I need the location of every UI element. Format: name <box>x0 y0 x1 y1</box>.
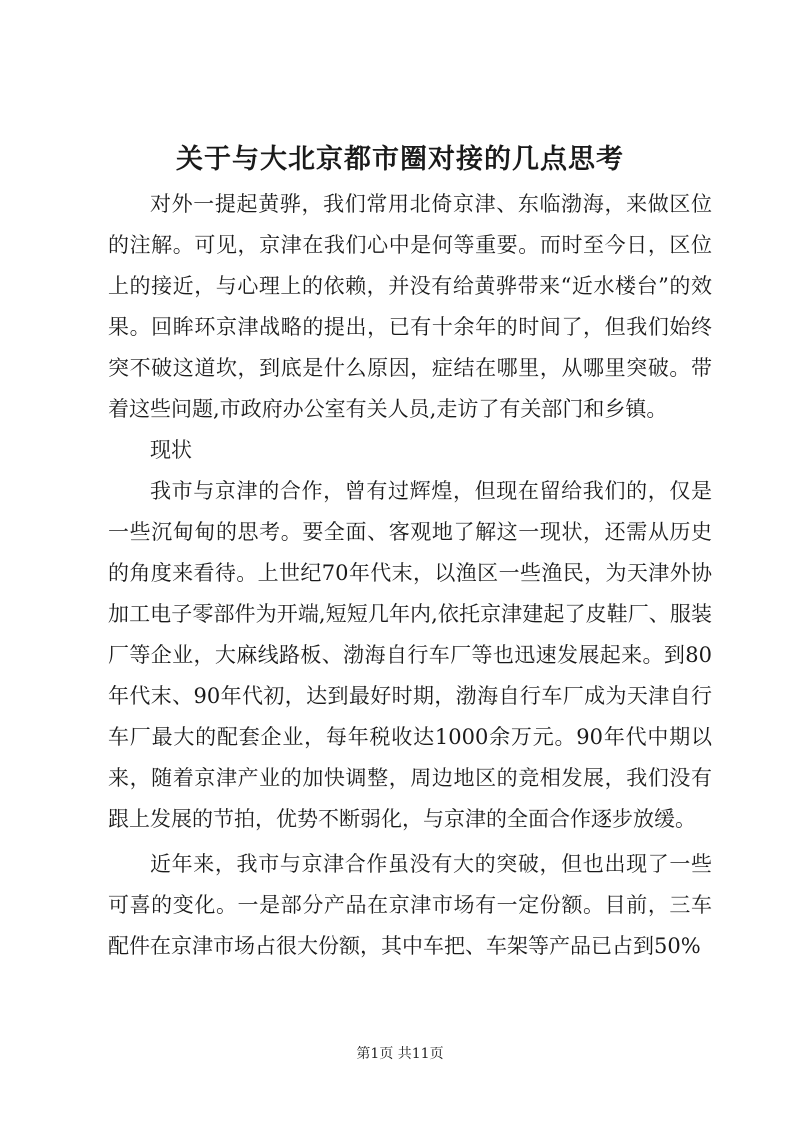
section-heading-status: 现状 <box>150 438 192 462</box>
paragraph-history: 我市与京津的合作，曾有过辉煌，但现在留给我们的，仅是一些沉甸甸的思考。要全面、客观地了解这一现状，还需从历史的角度来看待。上世纪70年代末，以渔区一些渔民，为天津外协加工电子零部件为开端,短短几年内,依托京津建起了皮鞋厂、服装厂等企业，大麻线路板、渤海自行车厂等也迅速发展起来。到80年代末、90年代初，达到最好时期，渤海自行车厂成为天津自行车厂最大的配套企业，每年税收达1000余万元。90年代中期以来，随着京津产业的加快调整，周边地区的竞相发展，我们没有跟上发展的节拍，优势不断弱化，与京津的全面合作逐步放缓。 <box>108 479 712 831</box>
paragraph-intro: 对外一提起黄骅，我们常用北倚京津、东临渤海，来做区位的注解。可见，京津在我们心中是何等重要。而时至今日，区位上的接近，与心理上的依赖，并没有给黄骅带来“近水楼台”的效果。回眸环京津战略的提出，已有十余年的时间了，但我们始终突不破这道坎，到底是什么原因，症结在哪里，从哪里突破。带着这些问题,市政府办公室有关人员,走访了有关部门和乡镇。 <box>108 192 712 421</box>
page-number: 第1页 共11页 <box>356 1046 444 1062</box>
document-title: 关于与大北京都市圈对接的几点思考 <box>176 144 624 175</box>
document-body <box>108 184 712 967</box>
paragraph-recent: 近年来，我市与京津合作虽没有大的突破，但也出现了一些可喜的变化。一是部分产品在京津市场有一定份额。目前，三车配件在京津市场占很大份额，其中车把、车架等产品已占到50% <box>108 852 712 958</box>
